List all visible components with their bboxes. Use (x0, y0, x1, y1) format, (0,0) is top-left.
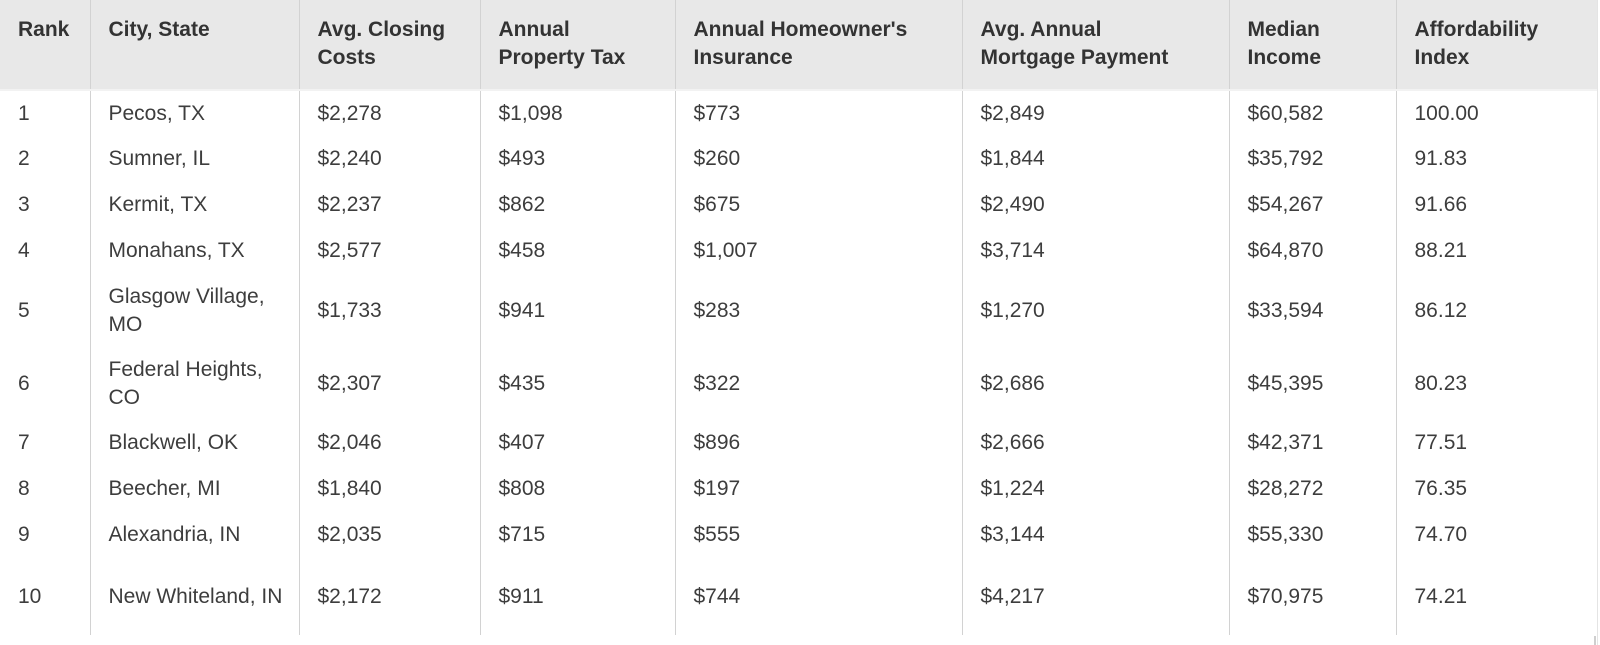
header-label-line1: Affordability (1414, 18, 1539, 41)
cell-property-tax: $862 (480, 182, 675, 228)
header-label-line1: Avg. Closing (317, 18, 446, 41)
cell-city: New Whiteland, IN (90, 558, 299, 635)
cell-mortgage: $2,490 (962, 182, 1229, 228)
cell-closing-costs: $2,046 (299, 420, 480, 466)
cell-closing-costs: $2,307 (299, 347, 480, 420)
cell-affordability-index: 76.35 (1414, 477, 1468, 500)
cell-city: Glasgow Village, MO (90, 274, 299, 347)
cell-city: Kermit, TX (90, 182, 299, 228)
header-label-line1: Median (1247, 18, 1320, 41)
cell-affordability-index: 74.70 (1414, 523, 1468, 546)
cell-property-tax: $1,098 (480, 90, 675, 136)
cell-affordability-index: 88.21 (1414, 239, 1468, 262)
cell-mortgage: $1,844 (962, 136, 1229, 182)
header-property-tax (480, 0, 675, 90)
cell-median-income: $35,792 (1229, 136, 1396, 182)
header-label-line1: Avg. Annual (980, 18, 1102, 41)
cell-insurance: $197 (675, 466, 962, 512)
cell-property-tax: $458 (480, 228, 675, 274)
cell-insurance: $773 (675, 90, 962, 136)
cell-insurance: $675 (675, 182, 962, 228)
cell-mortgage: $2,849 (962, 90, 1229, 136)
cell-rank: 8 (0, 466, 90, 512)
cell-mortgage: $3,714 (962, 228, 1229, 274)
header-closing-costs (299, 0, 480, 90)
cell-closing-costs: $2,172 (299, 558, 480, 635)
cell-median-income: $70,975 (1229, 558, 1396, 635)
cell-median-income: $28,272 (1229, 466, 1396, 512)
cell-rank: 2 (0, 136, 90, 182)
header-homeowners-insurance (675, 0, 962, 90)
header-label-line2: Income (1247, 46, 1322, 69)
header-label-line1: Annual (498, 18, 570, 41)
cell-property-tax: $493 (480, 136, 675, 182)
cell-median-income: $42,371 (1229, 420, 1396, 466)
cell-rank: 6 (0, 347, 90, 420)
cell-closing-costs: $2,240 (299, 136, 480, 182)
header-label-line2: Mortgage Payment (980, 46, 1169, 69)
cell-affordability-index: 80.23 (1414, 371, 1468, 395)
cell-insurance: $283 (675, 274, 962, 347)
header-row (0, 0, 1598, 90)
cell-rank: 5 (0, 274, 90, 347)
cell-closing-costs: $2,577 (299, 228, 480, 274)
cell-rank: 1 (0, 90, 90, 136)
cell-mortgage: $1,270 (962, 274, 1229, 347)
horizontal-scrollbar-edge[interactable] (1594, 636, 1596, 645)
cell-property-tax: $407 (480, 420, 675, 466)
cell-rank: 9 (0, 512, 90, 558)
cell-rank: 7 (0, 420, 90, 466)
cell-median-income: $64,870 (1229, 228, 1396, 274)
header-label-line2: Costs (317, 46, 376, 69)
cell-closing-costs: $2,237 (299, 182, 480, 228)
cell-affordability-index: 100.00 (1414, 101, 1479, 125)
header-label-line2: Insurance (693, 46, 793, 69)
cell-city: Federal Heights, CO (90, 347, 299, 420)
cell-city: Blackwell, OK (90, 420, 299, 466)
cell-property-tax: $808 (480, 466, 675, 512)
cell-affordability-index: 74.21 (1414, 584, 1468, 608)
table-header (0, 0, 1598, 90)
cell-mortgage: $1,224 (962, 466, 1229, 512)
cell-rank: 4 (0, 228, 90, 274)
cell-city: Pecos, TX (90, 90, 299, 136)
cell-affordability-index: 91.83 (1414, 147, 1468, 170)
table-row (0, 228, 1598, 274)
cell-median-income: $33,594 (1229, 274, 1396, 347)
table-body (0, 90, 1598, 635)
header-label: City, State (108, 18, 210, 41)
cell-median-income: $45,395 (1229, 347, 1396, 420)
cell-closing-costs: $2,035 (299, 512, 480, 558)
header-label-line1: Annual Homeowner's (693, 18, 908, 41)
header-median-income (1229, 0, 1396, 90)
table-row (0, 466, 1598, 512)
header-affordability-index (1396, 0, 1598, 90)
table-row (0, 558, 1598, 635)
cell-closing-costs: $1,840 (299, 466, 480, 512)
cell-mortgage: $2,686 (962, 347, 1229, 420)
cell-insurance: $555 (675, 512, 962, 558)
table-row (0, 274, 1598, 347)
cell-mortgage: $4,217 (962, 558, 1229, 635)
cell-city: Beecher, MI (90, 466, 299, 512)
cell-property-tax: $941 (480, 274, 675, 347)
table-row (0, 512, 1598, 558)
cell-insurance: $322 (675, 347, 962, 420)
header-rank (0, 0, 90, 90)
cell-insurance: $896 (675, 420, 962, 466)
cell-property-tax: $911 (480, 558, 675, 635)
cell-affordability-index: 77.51 (1414, 431, 1468, 454)
cell-mortgage: $3,144 (962, 512, 1229, 558)
cell-insurance: $260 (675, 136, 962, 182)
cell-closing-costs: $1,733 (299, 274, 480, 347)
cell-property-tax: $715 (480, 512, 675, 558)
cell-rank: 10 (0, 558, 90, 635)
header-city-state (90, 0, 299, 90)
cell-mortgage: $2,666 (962, 420, 1229, 466)
table-row (0, 136, 1598, 182)
table-row (0, 182, 1598, 228)
cell-rank: 3 (0, 182, 90, 228)
cell-city: Alexandria, IN (90, 512, 299, 558)
table-row (0, 347, 1598, 420)
header-label: Rank (18, 18, 70, 41)
header-mortgage-payment (962, 0, 1229, 90)
cell-city: Monahans, TX (90, 228, 299, 274)
cell-affordability-index: 86.12 (1414, 298, 1468, 322)
cell-median-income: $55,330 (1229, 512, 1396, 558)
cell-insurance: $744 (675, 558, 962, 635)
cell-median-income: $60,582 (1229, 90, 1396, 136)
header-label-line2: Property Tax (498, 46, 626, 69)
cell-closing-costs: $2,278 (299, 90, 480, 136)
table-row (0, 420, 1598, 466)
cell-insurance: $1,007 (675, 228, 962, 274)
cell-property-tax: $435 (480, 347, 675, 420)
table-row (0, 90, 1598, 136)
cell-median-income: $54,267 (1229, 182, 1396, 228)
cell-city: Sumner, IL (90, 136, 299, 182)
header-label-line2: Index (1414, 46, 1470, 69)
cell-affordability-index: 91.66 (1414, 193, 1468, 216)
